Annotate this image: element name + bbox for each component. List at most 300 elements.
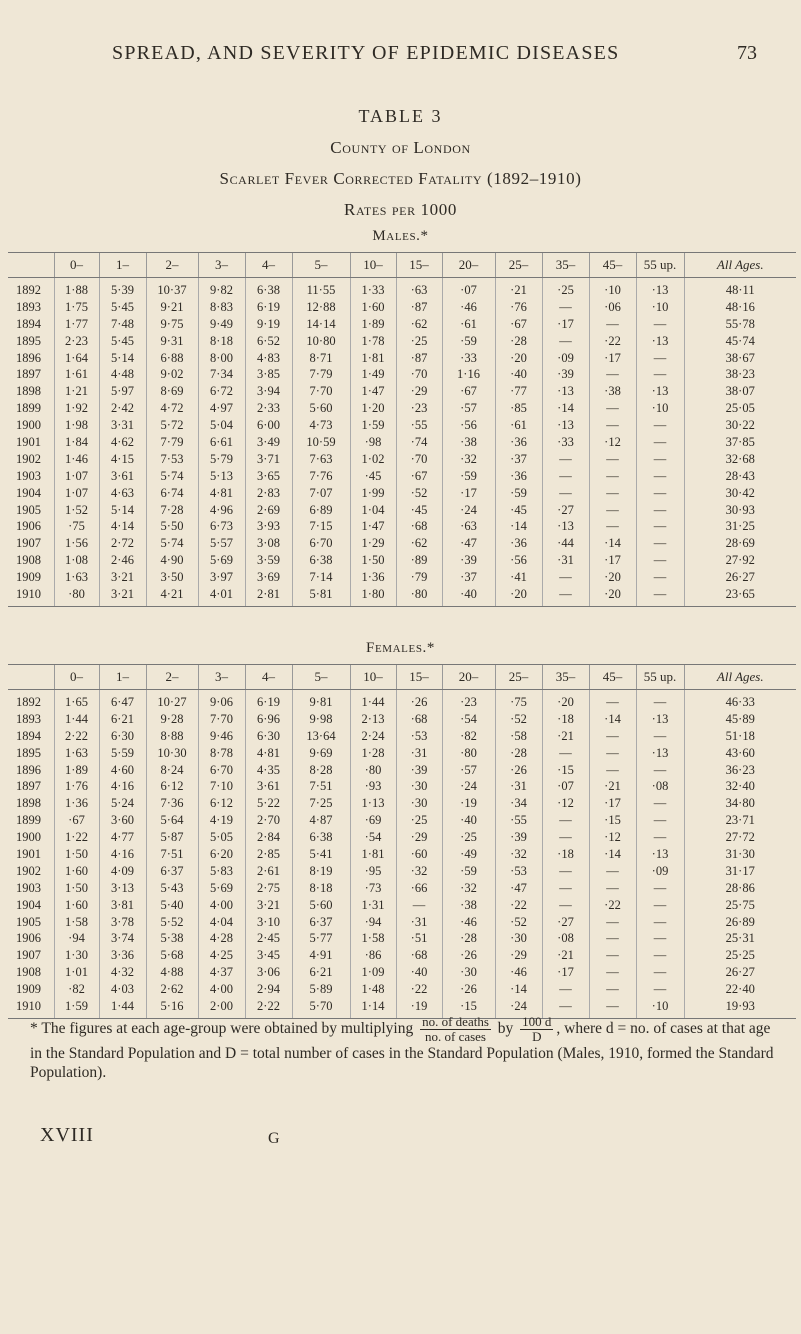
column-header: 45–: [589, 665, 636, 690]
rate-cell: —: [636, 897, 684, 914]
rate-cell: ·45: [350, 468, 396, 485]
year-cell: 1899: [16, 401, 41, 416]
rate-cell: 7·70: [198, 711, 245, 728]
rate-cell: ·80: [54, 586, 99, 606]
rate-cell: 1·04: [350, 502, 396, 519]
rate-cell: ·82: [54, 981, 99, 998]
page-number: 73: [737, 42, 757, 64]
rate-cell: ·14: [542, 400, 589, 417]
rate-cell: 5·43: [146, 880, 198, 897]
rate-cell: 5·38: [146, 930, 198, 947]
rate-cell: —: [589, 998, 636, 1018]
rate-cell: 9·02: [146, 366, 198, 383]
rate-cell: 9·06: [198, 690, 245, 711]
rate-cell: 10·59: [292, 434, 350, 451]
table-row: [8, 728, 796, 745]
table-row: [8, 451, 796, 468]
rate-cell: 1·44: [350, 690, 396, 711]
rate-cell: 1·64: [54, 350, 99, 367]
rate-cell: —: [589, 947, 636, 964]
column-header: 35–: [542, 253, 589, 278]
rate-cell: ·07: [542, 778, 589, 795]
rate-cell: ·32: [396, 863, 442, 880]
rate-cell: ·31: [495, 778, 542, 795]
rate-cell: —: [542, 586, 589, 606]
rate-cell: —: [589, 502, 636, 519]
rate-cell: ·59: [495, 485, 542, 502]
rate-cell: —: [542, 468, 589, 485]
rate-cell: 4·35: [245, 762, 292, 779]
rate-cell: 30·42: [684, 485, 796, 502]
rate-cell: ·52: [495, 914, 542, 931]
column-header: 55 up.: [636, 665, 684, 690]
rate-cell: 9·19: [245, 316, 292, 333]
rate-cell: 2·45: [245, 930, 292, 947]
rate-cell: ·75: [54, 518, 99, 535]
rate-cell: ·26: [442, 981, 495, 998]
rate-cell: —: [396, 897, 442, 914]
rate-cell: —: [589, 762, 636, 779]
rate-cell: ·10: [636, 299, 684, 316]
rate-cell: 6·72: [198, 383, 245, 400]
rate-cell: 1·59: [350, 417, 396, 434]
rate-cell: ·18: [542, 846, 589, 863]
rate-cell: 4·72: [146, 400, 198, 417]
column-header: 35–: [542, 665, 589, 690]
rate-cell: —: [636, 812, 684, 829]
rate-cell: ·36: [495, 434, 542, 451]
rate-cell: 3·93: [245, 518, 292, 535]
rate-cell: —: [636, 728, 684, 745]
rate-cell: ·09: [636, 863, 684, 880]
rate-cell: 1·88: [54, 278, 99, 299]
year-cell: 1900: [16, 830, 41, 845]
rate-cell: ·13: [636, 383, 684, 400]
rate-cell: 27·72: [684, 829, 796, 846]
column-header: 1–: [99, 665, 146, 690]
rate-cell: 5·68: [146, 947, 198, 964]
rate-cell: 27·92: [684, 552, 796, 569]
column-header: 0–: [54, 665, 99, 690]
column-header: 5–: [292, 253, 350, 278]
rate-cell: 5·87: [146, 829, 198, 846]
rate-cell: 3·21: [99, 569, 146, 586]
rate-cell: ·32: [442, 451, 495, 468]
table-row: [8, 880, 796, 897]
rate-cell: —: [589, 468, 636, 485]
rate-cell: ·25: [396, 333, 442, 350]
rate-cell: ·58: [495, 728, 542, 745]
rate-cell: 1·89: [54, 762, 99, 779]
rate-cell: 10·37: [146, 278, 198, 299]
rate-cell: ·38: [442, 434, 495, 451]
signature-letter: G: [268, 1130, 280, 1147]
rate-cell: ·20: [589, 569, 636, 586]
rate-cell: 6·96: [245, 711, 292, 728]
rate-cell: 1·29: [350, 535, 396, 552]
rate-cell: 7·28: [146, 502, 198, 519]
rate-cell: 34·80: [684, 795, 796, 812]
rate-cell: 2·00: [198, 998, 245, 1018]
rate-cell: ·15: [442, 998, 495, 1018]
rate-cell: —: [589, 745, 636, 762]
rate-cell: 4·04: [198, 914, 245, 931]
rate-cell: ·39: [495, 829, 542, 846]
rate-cell: ·67: [396, 468, 442, 485]
rate-cell: 7·53: [146, 451, 198, 468]
rate-cell: 6·12: [198, 795, 245, 812]
year-cell: 1905: [16, 502, 41, 517]
table-row: [8, 518, 796, 535]
column-header: 4–: [245, 665, 292, 690]
rate-cell: ·13: [636, 711, 684, 728]
rate-cell: 5·57: [198, 535, 245, 552]
rate-cell: ·74: [396, 434, 442, 451]
rate-cell: —: [636, 981, 684, 998]
rate-cell: 5·60: [292, 897, 350, 914]
rate-cell: —: [589, 981, 636, 998]
rate-cell: 3·50: [146, 569, 198, 586]
rate-cell: 8·83: [198, 299, 245, 316]
rate-cell: 25·05: [684, 400, 796, 417]
rate-cell: 1·84: [54, 434, 99, 451]
rate-cell: —: [542, 998, 589, 1018]
rate-cell: —: [589, 728, 636, 745]
rate-cell: ·18: [542, 711, 589, 728]
rate-cell: 4·00: [198, 897, 245, 914]
rate-cell: ·12: [542, 795, 589, 812]
rate-cell: 5·41: [292, 846, 350, 863]
rate-cell: 6·38: [292, 829, 350, 846]
rate-cell: 4·97: [198, 400, 245, 417]
column-header: 20–: [442, 665, 495, 690]
rate-cell: 3·21: [245, 897, 292, 914]
rate-cell: ·40: [495, 366, 542, 383]
rate-cell: ·36: [495, 468, 542, 485]
rate-cell: 4·01: [198, 586, 245, 606]
year-cell: 1898: [16, 384, 41, 399]
rate-cell: 1·02: [350, 451, 396, 468]
rate-cell: 30·22: [684, 417, 796, 434]
rate-cell: ·44: [542, 535, 589, 552]
rate-cell: 38·07: [684, 383, 796, 400]
year-cell: 1903: [16, 880, 41, 895]
rate-cell: ·37: [442, 569, 495, 586]
column-header: All Ages.: [684, 253, 796, 278]
rate-cell: 1·59: [54, 998, 99, 1018]
rate-cell: 6·19: [245, 690, 292, 711]
rate-cell: 2·75: [245, 880, 292, 897]
rate-cell: 5·22: [245, 795, 292, 812]
rate-cell: ·20: [542, 690, 589, 711]
rate-cell: 4·32: [99, 964, 146, 981]
year-cell: 1904: [16, 897, 41, 912]
females-fatality-table: [8, 664, 796, 1019]
rate-cell: 2·24: [350, 728, 396, 745]
rate-cell: 1·60: [350, 299, 396, 316]
fraction-numerator: 100 d: [522, 1014, 552, 1029]
rate-cell: —: [542, 299, 589, 316]
rate-cell: ·56: [442, 417, 495, 434]
rate-cell: ·55: [396, 417, 442, 434]
rate-cell: 9·21: [146, 299, 198, 316]
rate-cell: 26·27: [684, 569, 796, 586]
rate-cell: 6·70: [198, 762, 245, 779]
rate-cell: 5·72: [146, 417, 198, 434]
rate-cell: 6·30: [245, 728, 292, 745]
rate-cell: 5·16: [146, 998, 198, 1018]
rate-cell: 6·38: [245, 278, 292, 299]
rate-cell: 25·31: [684, 930, 796, 947]
rate-cell: 7·15: [292, 518, 350, 535]
rate-cell: ·47: [442, 535, 495, 552]
table-row: [8, 350, 796, 367]
column-header: 0–: [54, 253, 99, 278]
year-cell: 1900: [16, 418, 41, 433]
rate-cell: ·31: [396, 914, 442, 931]
rate-cell: ·21: [495, 278, 542, 299]
rate-cell: —: [589, 451, 636, 468]
rate-cell: 4·62: [99, 434, 146, 451]
rate-cell: ·82: [442, 728, 495, 745]
rate-cell: 1·07: [54, 485, 99, 502]
rate-cell: 5·45: [99, 333, 146, 350]
rate-cell: 7·79: [292, 366, 350, 383]
rate-cell: 3·61: [99, 468, 146, 485]
rate-cell: ·13: [636, 745, 684, 762]
standard-fraction: [520, 1015, 553, 1044]
year-cell: 1907: [16, 948, 41, 963]
rate-cell: ·70: [396, 366, 442, 383]
rate-cell: 5·14: [99, 502, 146, 519]
rate-cell: 4·73: [292, 417, 350, 434]
rate-cell: ·13: [542, 417, 589, 434]
females-section-label: Females.*: [366, 640, 435, 656]
rate-cell: —: [589, 417, 636, 434]
rate-cell: ·68: [396, 711, 442, 728]
rate-cell: ·17: [589, 350, 636, 367]
rate-cell: —: [589, 366, 636, 383]
rate-cell: 5·74: [146, 468, 198, 485]
year-cell: 1894: [16, 728, 41, 743]
rate-cell: 38·23: [684, 366, 796, 383]
table-row: [8, 468, 796, 485]
rate-cell: 7·25: [292, 795, 350, 812]
rate-cell: 4·16: [99, 778, 146, 795]
rate-cell: ·63: [442, 518, 495, 535]
rate-cell: ·52: [396, 485, 442, 502]
rate-cell: ·08: [636, 778, 684, 795]
year-cell: 1910: [8, 998, 54, 1018]
rate-cell: —: [636, 690, 684, 711]
rate-cell: 48·16: [684, 299, 796, 316]
rate-cell: ·17: [589, 552, 636, 569]
rate-cell: ·62: [396, 535, 442, 552]
rate-cell: ·55: [495, 812, 542, 829]
rate-cell: 5·59: [99, 745, 146, 762]
rate-cell: ·14: [495, 518, 542, 535]
year-cell: 1909: [16, 570, 41, 585]
rate-cell: 32·68: [684, 451, 796, 468]
rate-cell: ·17: [542, 316, 589, 333]
rate-cell: 14·14: [292, 316, 350, 333]
rate-cell: ·24: [442, 502, 495, 519]
rate-cell: 3·36: [99, 947, 146, 964]
table-row: [8, 569, 796, 586]
rate-cell: 4·81: [245, 745, 292, 762]
rate-cell: —: [636, 552, 684, 569]
rate-cell: 5·69: [198, 880, 245, 897]
table-row: [8, 502, 796, 519]
rate-cell: 8·88: [146, 728, 198, 745]
rate-cell: ·63: [396, 278, 442, 299]
year-cell: 1893: [16, 711, 41, 726]
females-body: [8, 690, 796, 1019]
rate-cell: 23·65: [684, 586, 796, 606]
rate-cell: 4·96: [198, 502, 245, 519]
rate-cell: 1·31: [350, 897, 396, 914]
rate-cell: 1·28: [350, 745, 396, 762]
rate-cell: ·32: [442, 880, 495, 897]
rate-cell: 1·80: [350, 586, 396, 606]
rate-cell: —: [589, 930, 636, 947]
rate-cell: 4·03: [99, 981, 146, 998]
rate-cell: 3·60: [99, 812, 146, 829]
rate-cell: 6·00: [245, 417, 292, 434]
signature-mark: XVIII: [40, 1124, 94, 1146]
rate-cell: ·21: [542, 947, 589, 964]
rate-cell: 1·14: [350, 998, 396, 1018]
rate-cell: 7·76: [292, 468, 350, 485]
rate-cell: 3·31: [99, 417, 146, 434]
rate-cell: ·79: [396, 569, 442, 586]
rate-cell: —: [636, 762, 684, 779]
rate-cell: 5·13: [198, 468, 245, 485]
rate-cell: ·85: [495, 400, 542, 417]
rate-cell: 5·81: [292, 586, 350, 606]
rate-cell: ·24: [495, 998, 542, 1018]
rate-cell: 6·52: [245, 333, 292, 350]
rate-cell: ·22: [495, 897, 542, 914]
rate-cell: ·53: [495, 863, 542, 880]
rate-cell: 2·33: [245, 400, 292, 417]
rate-cell: 2·62: [146, 981, 198, 998]
rate-cell: 37·85: [684, 434, 796, 451]
year-cell: 1903: [16, 468, 41, 483]
rate-cell: ·80: [442, 745, 495, 762]
rate-cell: 4·83: [245, 350, 292, 367]
rate-cell: 7·36: [146, 795, 198, 812]
year-cell: 1905: [16, 914, 41, 929]
rate-cell: 6·47: [99, 690, 146, 711]
rate-cell: ·26: [495, 762, 542, 779]
rate-cell: 7·51: [292, 778, 350, 795]
table-row: [8, 863, 796, 880]
rate-cell: 6·12: [146, 778, 198, 795]
rate-cell: 4·87: [292, 812, 350, 829]
rate-cell: 2·22: [245, 998, 292, 1018]
rate-cell: 19·93: [684, 998, 796, 1018]
rate-cell: —: [542, 485, 589, 502]
rate-cell: ·45: [396, 502, 442, 519]
year-cell: 1899: [16, 813, 41, 828]
table-row: [8, 535, 796, 552]
rate-cell: ·40: [396, 964, 442, 981]
year-cell: 1897: [16, 367, 41, 382]
rate-cell: 1·49: [350, 366, 396, 383]
rate-cell: 6·73: [198, 518, 245, 535]
table-subtitle: Scarlet Fever Corrected Fatality (1892–1910): [219, 169, 582, 188]
rate-cell: —: [542, 812, 589, 829]
rate-cell: 4·16: [99, 846, 146, 863]
rate-cell: ·36: [495, 535, 542, 552]
rate-cell: 6·89: [292, 502, 350, 519]
rate-cell: 4·90: [146, 552, 198, 569]
rate-cell: 1·01: [54, 964, 99, 981]
rate-cell: 3·08: [245, 535, 292, 552]
rate-cell: 8·78: [198, 745, 245, 762]
table-row: [8, 745, 796, 762]
rate-cell: ·46: [495, 964, 542, 981]
rate-cell: 6·61: [198, 434, 245, 451]
rate-cell: —: [542, 333, 589, 350]
rate-cell: —: [589, 880, 636, 897]
rate-cell: 1·50: [54, 846, 99, 863]
rate-cell: 2·13: [350, 711, 396, 728]
rate-cell: 5·40: [146, 897, 198, 914]
rate-cell: 9·31: [146, 333, 198, 350]
rate-cell: ·26: [396, 690, 442, 711]
rate-cell: ·26: [442, 947, 495, 964]
rate-cell: ·46: [442, 299, 495, 316]
rate-cell: 1·63: [54, 569, 99, 586]
rate-cell: 3·13: [99, 880, 146, 897]
rate-cell: ·15: [542, 762, 589, 779]
rate-cell: 1·30: [54, 947, 99, 964]
rate-cell: 4·88: [146, 964, 198, 981]
year-cell: 1895: [16, 745, 41, 760]
table-row: [8, 383, 796, 400]
rate-cell: 32·40: [684, 778, 796, 795]
rate-cell: 1·65: [54, 690, 99, 711]
rate-cell: 10·30: [146, 745, 198, 762]
rate-cell: ·39: [396, 762, 442, 779]
rate-cell: 9·98: [292, 711, 350, 728]
rate-cell: 10·80: [292, 333, 350, 350]
column-header: 45–: [589, 253, 636, 278]
table-row: [8, 812, 796, 829]
footnote: [30, 1015, 775, 1082]
rate-cell: —: [636, 586, 684, 606]
rate-cell: 1·60: [54, 863, 99, 880]
year-cell: 1904: [16, 485, 41, 500]
rate-cell: —: [589, 485, 636, 502]
rate-cell: ·40: [442, 586, 495, 606]
rate-cell: 4·28: [198, 930, 245, 947]
rate-cell: 6·21: [292, 964, 350, 981]
year-cell: 1896: [16, 350, 41, 365]
rate-cell: 1·13: [350, 795, 396, 812]
rate-cell: 1·44: [99, 998, 146, 1018]
rate-cell: —: [636, 829, 684, 846]
rate-cell: 36·23: [684, 762, 796, 779]
rate-cell: 8·71: [292, 350, 350, 367]
rate-cell: 2·23: [54, 333, 99, 350]
rate-cell: ·19: [442, 795, 495, 812]
rate-cell: ·10: [636, 400, 684, 417]
rate-cell: ·13: [542, 518, 589, 535]
footnote-where: , where: [556, 1020, 603, 1038]
